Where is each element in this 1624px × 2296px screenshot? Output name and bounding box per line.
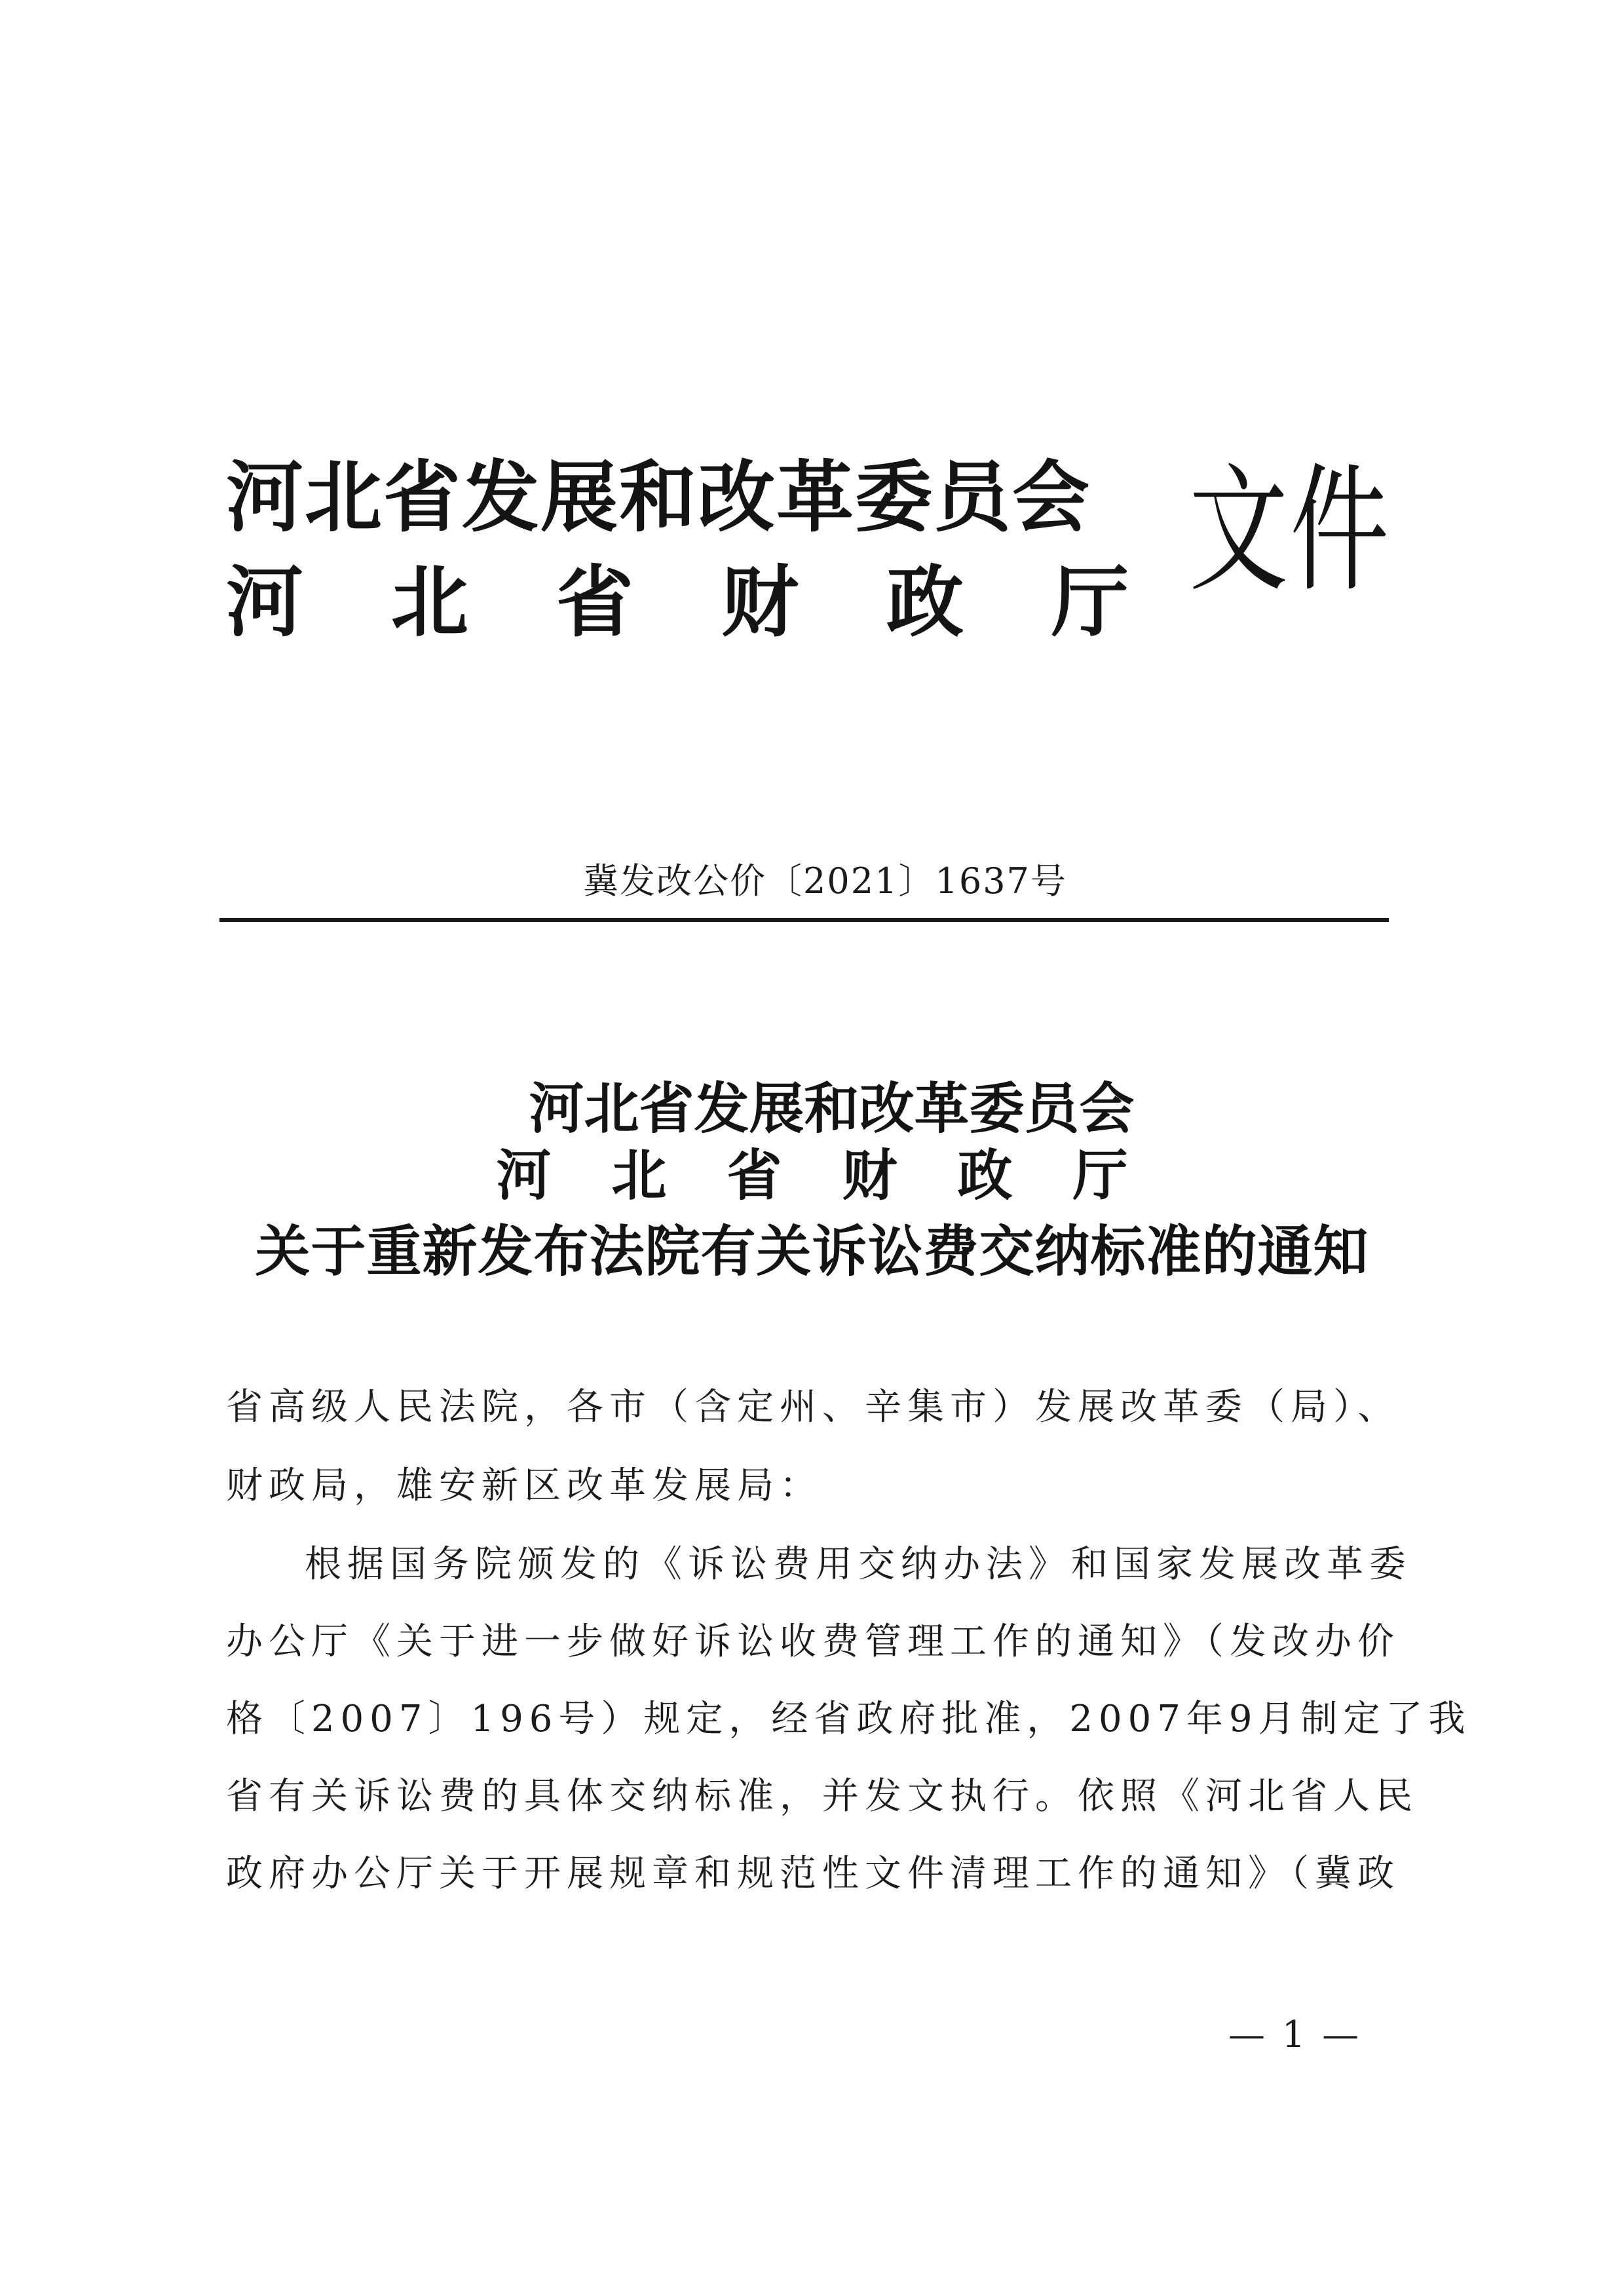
body-paragraph-line: 格〔2007〕196号）规定，经省政府批准，2007年9月制定了我 (226, 1698, 1471, 1740)
title-issuer-2: 河北省财政厅 (496, 1143, 1188, 1208)
title-issuer-1: 河北省发展和改革委员会 (529, 1077, 1135, 1141)
document-mark: 文件 (1189, 450, 1391, 611)
body-paragraph-line: 省有关诉讼费的具体交纳标准，并发文执行。依照《河北省人民 (226, 1775, 1418, 1818)
addressee-line: 省高级人民法院，各市（含定州、辛集市）发展改革委（局）、 (226, 1386, 1400, 1428)
header-divider (219, 918, 1389, 922)
document-number: 冀发改公价〔2021〕1637号 (583, 860, 1067, 902)
body-paragraph-line: 政府办公厅关于开展规章和规范性文件清理工作的通知》（冀政 (226, 1852, 1400, 1895)
document-title: 关于重新发布法院有关诉讼费交纳标准的通知 (255, 1219, 1369, 1284)
body-paragraph-line: 办公厅《关于进一步做好诉讼收费管理工作的通知》（发改办价 (226, 1620, 1400, 1663)
body-paragraph-line: 根据国务院颁发的《诉讼费用交纳办法》和国家发展改革委 (305, 1543, 1412, 1586)
issuer-name-finance: 河北省财政厅 (226, 557, 1217, 647)
addressee-line: 财政局，雄安新区改革发展局： (226, 1464, 822, 1507)
page-number: — 1 — (1228, 2014, 1362, 2056)
issuer-name-development-reform: 河北省发展和改革委员会 (226, 452, 1091, 543)
